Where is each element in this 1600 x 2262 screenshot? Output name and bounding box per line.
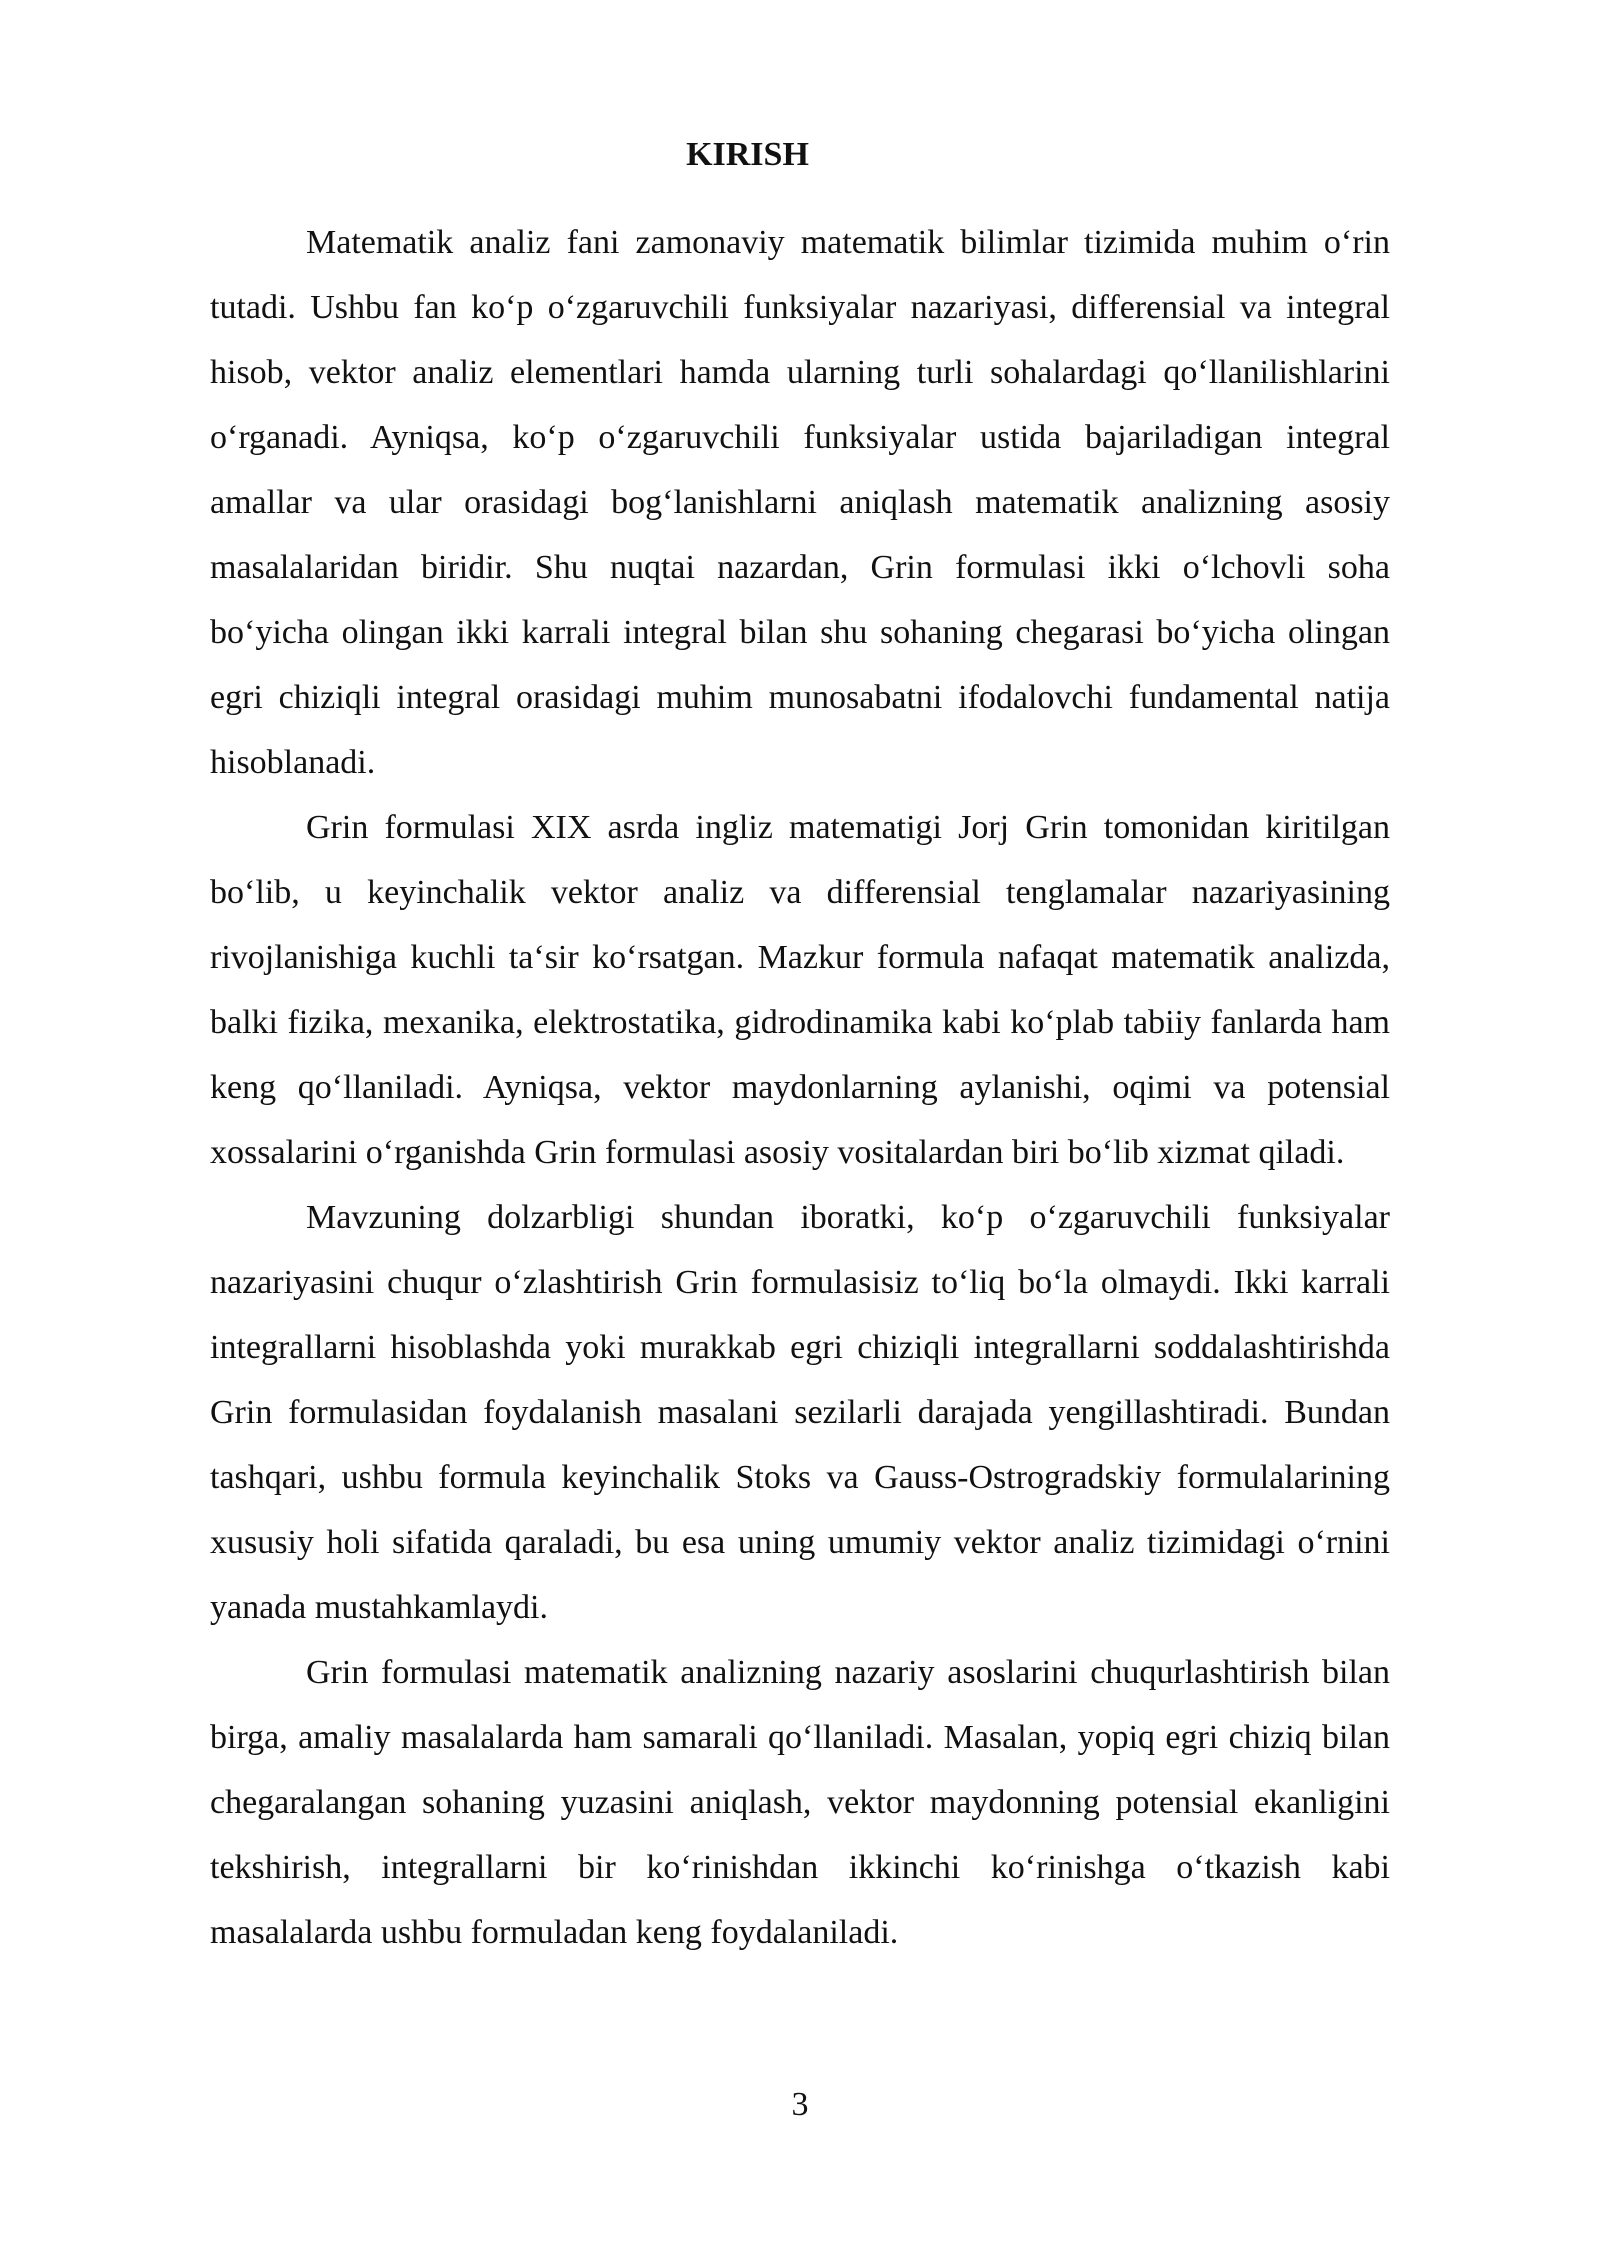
page-title: KIRISH [686, 136, 809, 173]
paragraph: Grin formulasi matematik analizning nazariy asoslarini chuqurlashtirish bilan birga, amaliy masalalarda ham samarali qo‘llaniladi. Masalan, yopiq egri chiziq bilan chegaralangan sohaning yuzasini aniqlash, vektor maydonning potensial ekanligini tekshirish, integrallarni bir ko‘rinishdan ikkinchi ko‘rinishga o‘tkazish kabi masalalarda ushbu formuladan keng foydalaniladi. [210, 1654, 1390, 1951]
paragraph: Matematik analiz fani zamonaviy matematik bilimlar tizimida muhim o‘rin tutadi. Ushbu fan ko‘p o‘zgaruvchili funksiyalar nazariyasi, differensial va integral hisob, vektor analiz elementlari hamda ularning turli sohalardagi qo‘llanilishlarini o‘rganadi. Ayniqsa, ko‘p o‘zgaruvchili funksiyalar ustida bajariladigan integral amallar va ular orasidagi bog‘lanishlarni aniqlash matematik analizning asosiy masalalaridan biridir. Shu nuqtai nazardan, Grin formulasi ikki o‘lchovli soha bo‘yicha olingan ikki karrali integral bilan shu sohaning chegarasi bo‘yicha olingan egri chiziqli integral orasidagi muhim munosabatni ifodalovchi fundamental natija hisoblanadi. [210, 224, 1390, 781]
paragraph: Mavzuning dolzarbligi shundan iboratki, ko‘p o‘zgaruvchili funksiyalar nazariyasini chuqur o‘zlashtirish Grin formulasisiz to‘liq bo‘la olmaydi. Ikki karrali integrallarni hisoblashda yoki murakkab egri chiziqli integrallarni soddalashtirishda Grin formulasidan foydalanish masalani sezilarli darajada yengillashtiradi. Bundan tashqari, ushbu formula keyinchalik Stoks va Gauss-Ostrogradskiy formulalarining xususiy holi sifatida qaraladi, bu esa uning umumiy vektor analiz tizimidagi o‘rnini yanada mustahkamlaydi. [210, 1199, 1390, 1626]
body-text [210, 210, 1390, 1965]
paragraph: Grin formulasi XIX asrda ingliz matematigi Jorj Grin tomonidan kiritilgan bo‘lib, u keyinchalik vektor analiz va differensial tenglamalar nazariyasining rivojlanishiga kuchli ta‘sir ko‘rsatgan. Mazkur formula nafaqat matematik analizda, balki fizika, mexanika, elektrostatika, gidrodinamika kabi ko‘plab tabiiy fanlarda ham keng qo‘llaniladi. Ayniqsa, vektor maydonlarning aylanishi, oqimi va potensial xossalarini o‘rganishda Grin formulasi asosiy vositalardan biri bo‘lib xizmat qiladi. [210, 809, 1390, 1171]
page-number: 3 [791, 2086, 809, 2123]
